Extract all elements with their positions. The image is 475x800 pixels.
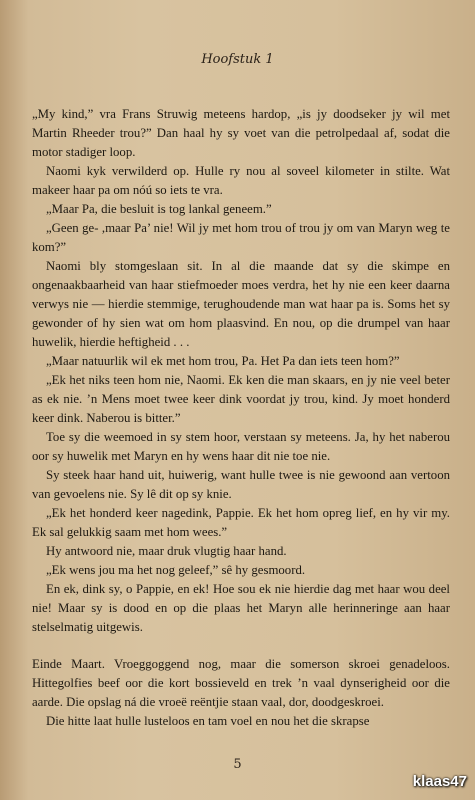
paragraph: En ek, dink sy, o Pappie, en ek! Hoe sou ek nie hierdie dag met haar wou deel nie! Maar sy is dood en op die plaas het Maryn alle herinneringe aan haar stelselmatig uitgewis. xyxy=(32,582,450,634)
page-number: 5 xyxy=(233,757,242,772)
paragraph: „Ek het niks teen hom nie, Naomi. Ek ken die man skaars, en jy nie veel beter as ek nie. ’n Mens moet twee keer dink voordat jy trou, kind. Jy moet honderd keer dink. Naberou is bitter.” xyxy=(32,373,450,425)
paragraph: „Ek het honderd keer nagedink, Pappie. Ek het hom opreg lief, en hy vir my. Ek sal gelukkig saam met hom wees.” xyxy=(32,506,450,539)
paragraph: „My kind,” vra Frans Struwig meteens hardop, „is jy doodseker jy wil met Martin Rheeder trou?” Dan haal hy sy voet van die petrolpedaal af, sodat die motor stadiger loop. xyxy=(32,107,450,159)
paragraph: Toe sy die weemoed in sy stem hoor, verstaan sy meteens. Ja, hy het naberou oor sy huwelik met Maryn en hy wens haar dit nie toe nie. xyxy=(32,430,450,463)
paragraph: „Maar natuurlik wil ek met hom trou, Pa. Het Pa dan iets teen hom?” xyxy=(46,354,400,368)
paragraph: Naomi kyk verwilderd op. Hulle ry nou al soveel kilometer in stilte. Wat makeer haar pa om nóú so iets te vra. xyxy=(32,164,450,197)
body-text xyxy=(32,105,450,731)
paragraph: „Maar Pa, die besluit is tog lankal geneem.” xyxy=(46,202,272,216)
paragraph: „Geen ge- ,maar Pa’ nie! Wil jy met hom trou of trou jy om van Maryn weg te kom?” xyxy=(32,221,450,254)
paragraph: Naomi bly stomgeslaan sit. In al die maande dat sy die skimpe en ongenaakbaarheid van haar stiefmoeder moes verdra, het hy nie een keer daarna verwys nie — hierdie stemmige, terughoudende man wat haar pa is. Soms het sy gewonder of hy sien wat om hom plaasvind. En nou, op die drumpel van haar huwelik, hierdie heftigheid . . . xyxy=(32,259,450,349)
paragraph: Hy antwoord nie, maar druk vlugtig haar hand. xyxy=(46,544,287,558)
paragraph: Einde Maart. Vroeggoggend nog, maar die somerson skroei genadeloos. Hittegolfies beef oor die kort bossieveld en trek ’n vaal dynserigheid oor die aarde. Die opslag ná die vroeë reëntjie staan vaal, dor, doodgeskroei. xyxy=(32,657,450,709)
paragraph: „Ek wens jou ma het nog geleef,” sê hy gesmoord. xyxy=(46,563,306,577)
paragraph: Die hitte laat hulle lusteloos en tam voel en nou het die skrapse xyxy=(46,714,370,728)
chapter-header: Hoofstuk 1 xyxy=(201,52,274,67)
watermark: klaas47 xyxy=(412,773,467,790)
paragraph: Sy steek haar hand uit, huiwerig, want hulle twee is nie gewoond aan vertoon van gevoelens nie. Sy lê dit op sy knie. xyxy=(32,468,450,501)
